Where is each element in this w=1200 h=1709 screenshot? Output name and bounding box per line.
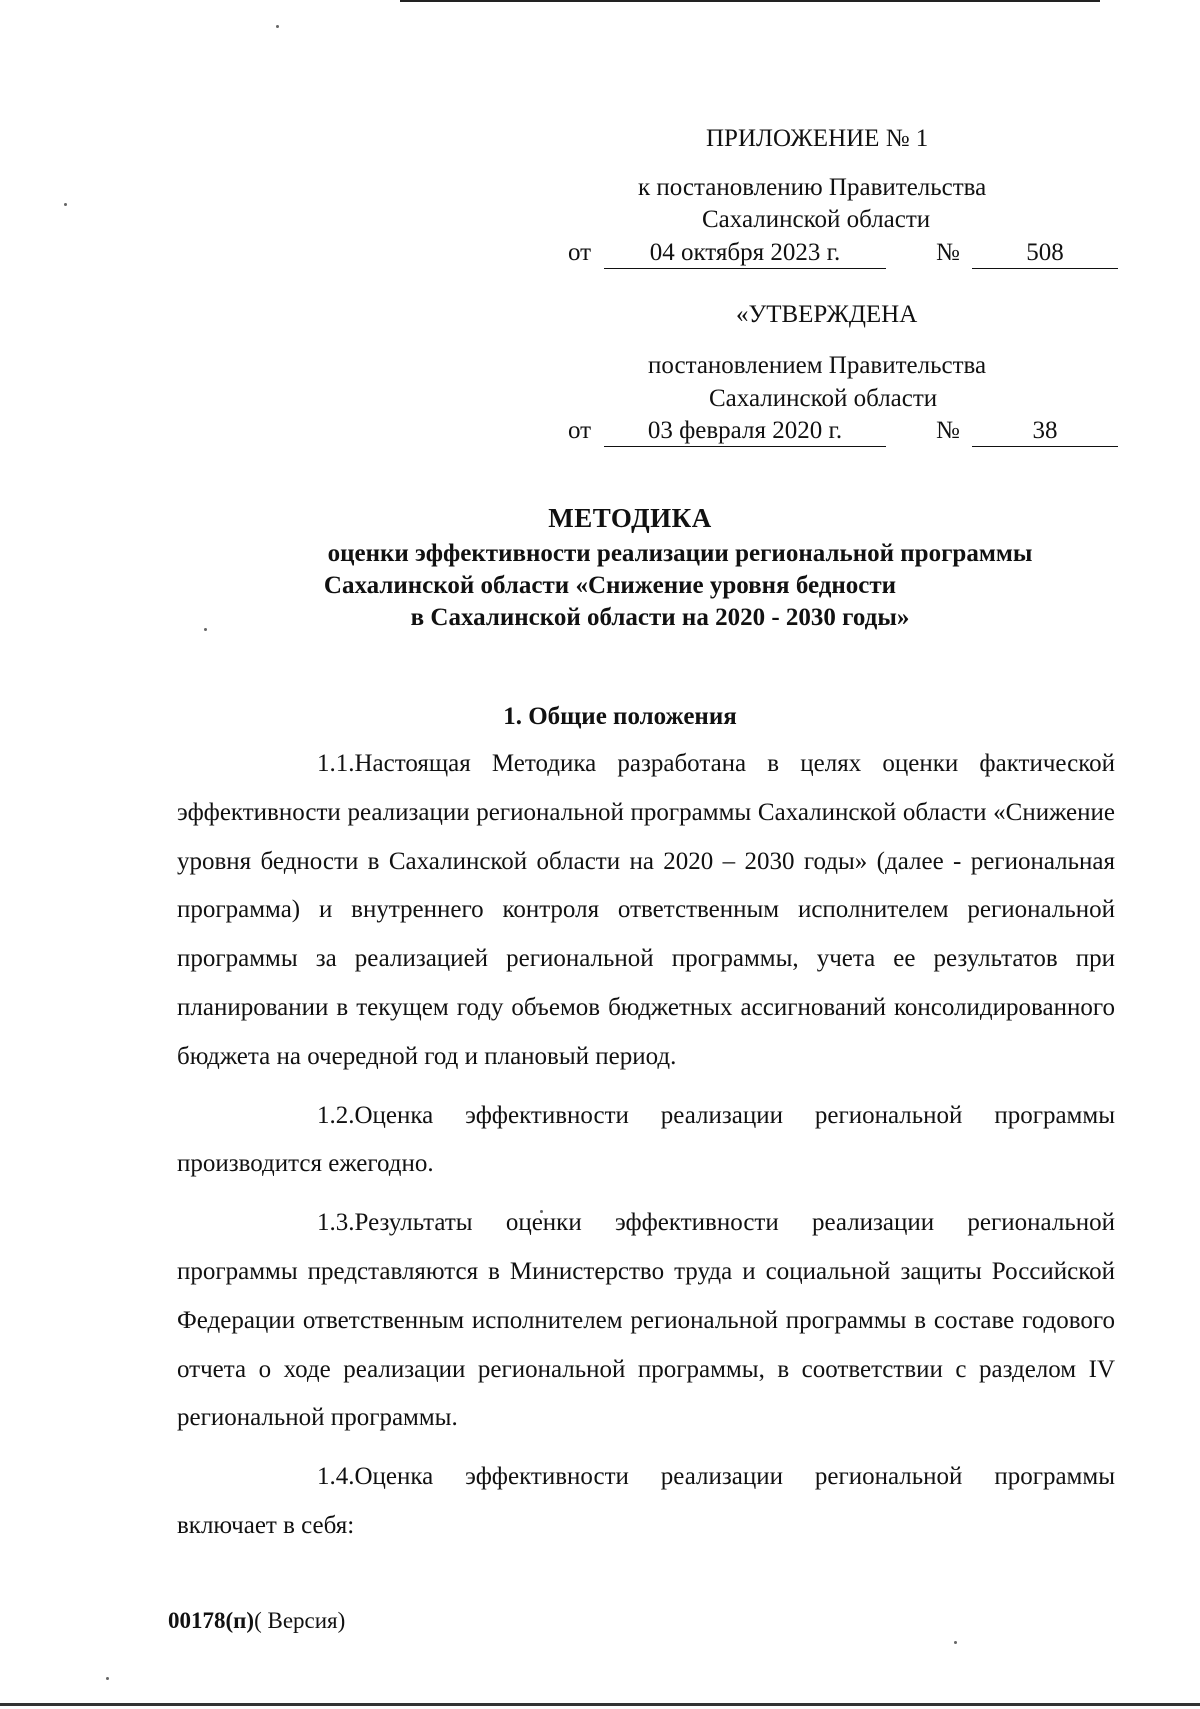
paragraph xyxy=(177,740,1115,1082)
paragraph-text: Результаты оценки эффективности реализации региональной программы представляются в Министерство труда и социальной защиты Российской Федерации ответственным исполнителем региональной программы в составе годового отчета о ходе реализации региональной программы, в соответствии с разделом IV региональной программы. xyxy=(177,1209,1115,1432)
resolution-reference: к постановлению Правительства xyxy=(638,174,987,201)
document-code: 00178(п) xyxy=(168,1608,255,1633)
approval-date: 03 февраля 2020 г. xyxy=(604,416,886,447)
paragraph-number: 1.1. xyxy=(317,750,355,777)
section-heading: 1. Общие положения xyxy=(503,703,737,730)
approved-by-resolution: постановлением Правительства xyxy=(648,352,987,379)
paragraph xyxy=(177,1092,1115,1190)
scan-speck xyxy=(64,203,67,206)
paragraph xyxy=(177,1199,1115,1443)
scan-edge-bottom xyxy=(0,1703,1200,1706)
paragraph-text: Настоящая Методика разработана в целях оценки фактической эффективности реализации региональной программы Сахалинской области «Снижение уровня бедности в Сахалинской области на 2020 – 2030 годы» (далее - региональная программа) и внутреннего контроля ответственным исполнителем региональной программы за реализацией региональной программы, учета ее результатов при планировании в текущем году объемов бюджетных ассигнований консолидированного бюджета на очередной год и плановый период. xyxy=(177,750,1115,1070)
resolution-date-row xyxy=(568,238,1118,270)
from-label: от xyxy=(568,417,592,444)
paragraph-text: Оценка эффективности реализации региональной программы производится ежегодно. xyxy=(177,1101,1115,1178)
paragraph xyxy=(177,1453,1115,1551)
document-footer xyxy=(168,1608,345,1634)
appendix-title: ПРИЛОЖЕНИЕ № 1 xyxy=(706,125,929,152)
body-text xyxy=(177,740,1115,1561)
scan-speck xyxy=(276,25,279,28)
region-name: Сахалинской области xyxy=(702,206,931,233)
document-version: ( Версия) xyxy=(254,1608,346,1633)
number-sign: № xyxy=(936,417,960,444)
document-subtitle-line-2: Сахалинской области «Снижение уровня бедности xyxy=(323,572,897,599)
number-sign: № xyxy=(936,239,960,266)
resolution-date: 04 октября 2023 г. xyxy=(604,238,886,269)
approved-label: «УТВЕРЖДЕНА xyxy=(736,301,918,328)
scan-speck xyxy=(954,1641,957,1644)
approval-date-row xyxy=(568,416,1118,448)
paragraph-number: 1.2. xyxy=(317,1101,355,1129)
paragraph-number: 1.3. xyxy=(317,1209,355,1237)
document-subtitle-line-3: в Сахалинской области на 2020 - 2030 годы» xyxy=(410,604,910,631)
approval-number: 38 xyxy=(972,416,1118,447)
paragraph-number: 1.4. xyxy=(317,1463,355,1491)
paragraph-text: Оценка эффективности реализации региональной программы включает в себя: xyxy=(177,1463,1115,1539)
document-subtitle-line-1: оценки эффективности реализации региональной программы xyxy=(327,540,1033,567)
scan-speck xyxy=(106,1677,109,1680)
from-label: от xyxy=(568,239,592,266)
region-name-2: Сахалинской области xyxy=(709,385,938,412)
document-title: МЕТОДИКА xyxy=(548,503,712,533)
scan-edge-top xyxy=(400,0,1100,2)
resolution-number: 508 xyxy=(972,238,1118,269)
